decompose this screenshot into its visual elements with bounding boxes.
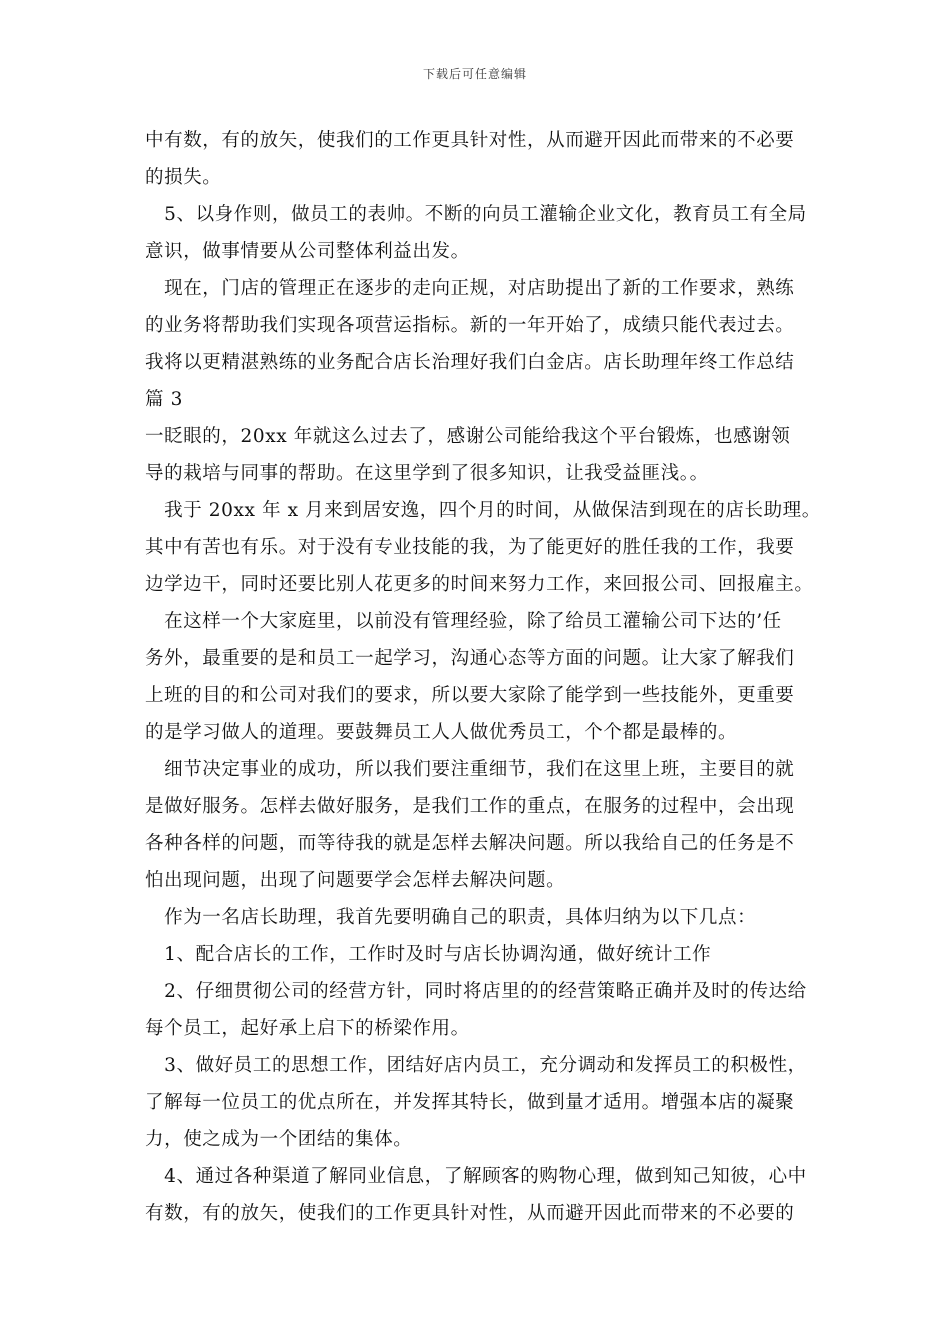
text-line: 怕出现问题，出现了问题要学会怎样去解决问题。 (145, 870, 566, 891)
list-item: 4、通过各种渠道了解同业信息，了解顾客的购物心理，做到知己知彼，心中 (145, 1166, 807, 1187)
text-line: 细节决定事业的成功，所以我们要注重细节，我们在这里上班，主要目的就 (145, 759, 795, 780)
text-line: 导的栽培与同事的帮助。在这里学到了很多知识，让我受益匪浅。。 (145, 463, 709, 484)
text-line: 作为一名店长助理，我首先要明确自己的职责，具体归纳为以下几点： (145, 907, 757, 928)
text-line: 中有数，有的放矢，使我们的工作更具针对性，从而避开因此而带来的不必要 (145, 130, 795, 151)
list-item: 2、仔细贯彻公司的经营方针，同时将店里的的经营策略正确并及时的传达给 (145, 981, 807, 1002)
text-line: 每个员工，起好承上启下的桥梁作用。 (145, 1018, 470, 1039)
text-line: 有数，有的放矢，使我们的工作更具针对性，从而避开因此而带来的不必要的 (145, 1203, 795, 1224)
text-line: 的是学习做人的道理。要鼓舞员工人人做优秀员工，个个都是最棒的。 (145, 722, 738, 743)
text-line: 是做好服务。怎样去做好服务，是我们工作的重点，在服务的过程中，会出现 (145, 796, 795, 817)
text-line: 现在，门店的管理正在逐步的走向正规，对店助提出了新的工作要求，熟练 (145, 278, 795, 299)
text-line: 务外，最重要的是和员工一起学习，沟通心态等方面的问题。让大家了解我们 (145, 648, 795, 669)
text-line: 其中有苦也有乐。对于没有专业技能的我，为了能更好的胜任我的工作，我要 (145, 537, 795, 558)
page-header: 下载后可任意编辑 (422, 67, 527, 81)
text-line: 5、以身作则，做员工的表帅。不断的向员工灌输企业文化，教育员工有全局 (145, 204, 807, 225)
text-line: 意识，做事情要从公司整体利益出发。 (145, 241, 470, 262)
text-line: 我将以更精湛熟练的业务配合店长治理好我们白金店。店长助理年终工作总结 (145, 352, 795, 373)
list-item: 1、配合店长的工作，工作时及时与店长协调沟通，做好统计工作 (145, 944, 712, 965)
text-line: 了解每一位员工的优点所在，并发挥其特长，做到量才适用。增强本店的凝聚 (145, 1092, 795, 1113)
text-line: 在这样一个大家庭里，以前没有管理经验，除了给员工灌输公司下达的’任 (145, 611, 782, 632)
text-line: 上班的目的和公司对我们的要求，所以要大家除了能学到一些技能外，更重要 (145, 685, 795, 706)
list-item: 3、做好员工的思想工作，团结好店内员工，充分调动和发挥员工的积极性， (145, 1055, 807, 1076)
text-line: 力，使之成为一个团结的集体。 (145, 1129, 413, 1150)
text-line: 我于 20xx 年 x 月来到居安逸，四个月的时间，从做保洁到现在的店长助理。 (145, 500, 821, 521)
text-line: 的业务将帮助我们实现各项营运指标。新的一年开始了，成绩只能代表过去。 (145, 315, 795, 336)
text-line: 的损失。 (145, 167, 222, 188)
section-heading: 篇 3 (145, 389, 183, 410)
text-line: 边学边干，同时还要比别人花更多的时间来努力工作，来回报公司、回报雇主。 (145, 574, 814, 595)
text-line: 一眨眼的，20xx 年就这么过去了，感谢公司能给我这个平台锻炼，也感谢领 (145, 426, 791, 447)
document-body (145, 122, 821, 1232)
text-line: 各种各样的问题，而等待我的就是怎样去解决问题。所以我给自己的任务是不 (145, 833, 795, 854)
